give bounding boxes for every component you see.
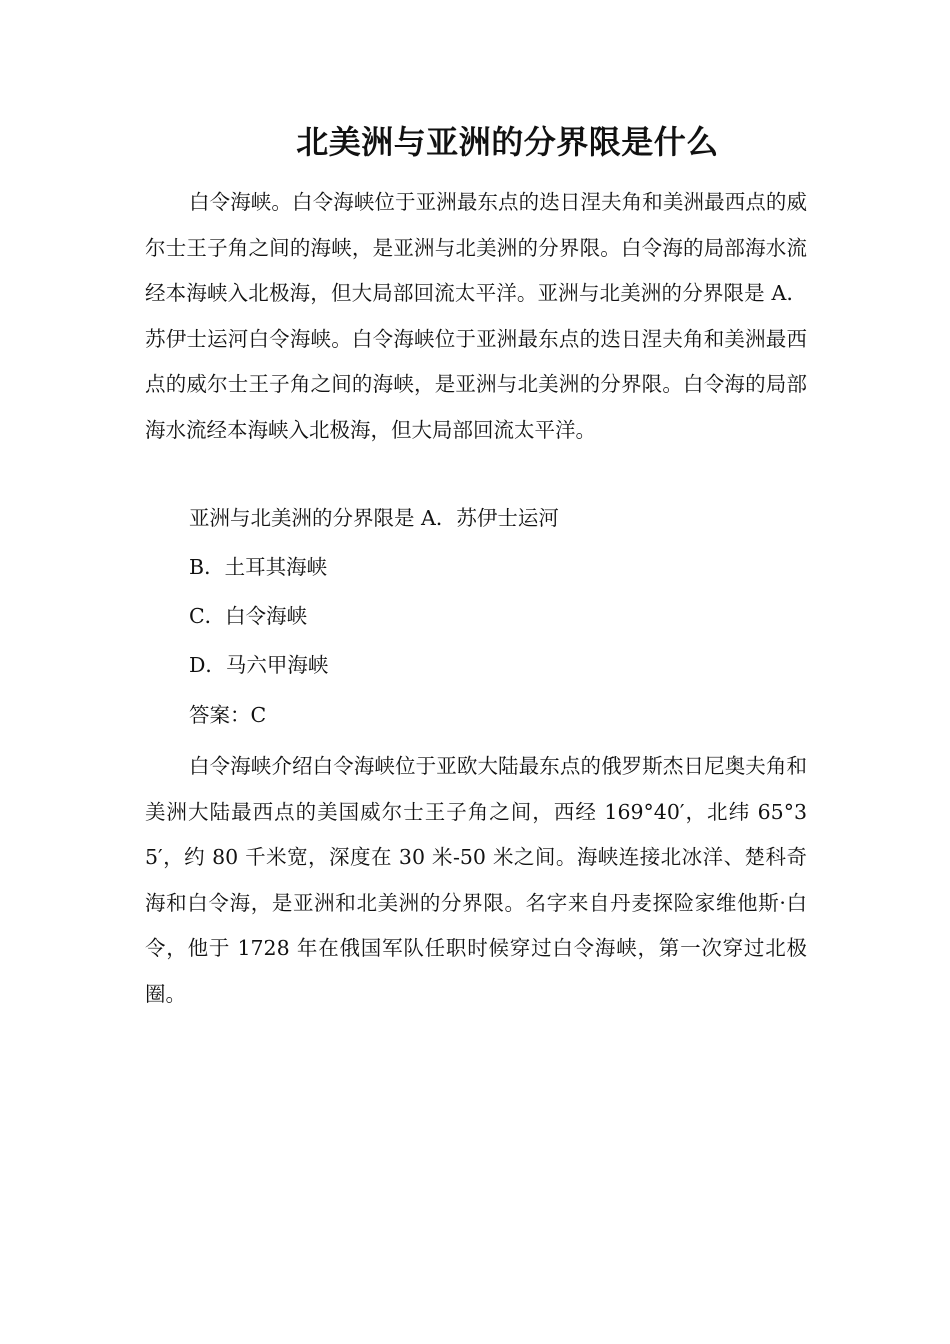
document-title: 北美洲与亚洲的分界限是什么 bbox=[296, 123, 719, 161]
option-b: B．土耳其海峡 bbox=[189, 555, 328, 579]
answer-line: 答案：C bbox=[189, 703, 267, 727]
option-c: C．白令海峡 bbox=[189, 604, 308, 628]
question-line: 亚洲与北美洲的分界限是 A．苏伊士运河 bbox=[189, 506, 559, 530]
option-d: D．马六甲海峡 bbox=[189, 653, 329, 677]
paragraph-intro: 白令海峡。白令海峡位于亚洲最东点的迭日涅夫角和美洲最西点的威尔士王子角之间的海峡，是亚洲与北美洲的分界限。白令海的局部海水流经本海峡入北极海，但大局部回流太平洋。亚洲与北美洲的分界限是 A．苏伊士运河白令海峡。白令海峡位于亚洲最东点的迭日涅夫角和美洲最西点的威尔士王子角之间的海峡，是亚洲与北美洲的分界限。白令海的局部海水流经本海峡入北极海，但大局部回流太平洋。 bbox=[145, 190, 807, 442]
paragraph-strait-intro: 白令海峡介绍白令海峡位于亚欧大陆最东点的俄罗斯杰日尼奥夫角和美洲大陆最西点的美国威尔士王子角之间，西经 169°40′，北纬 65°35′，约 80 千米宽，深度在 30 米-50 米之间。海峡连接北冰洋、楚科奇海和白令海，是亚洲和北美洲的分界限。名字来自丹麦探险家维他斯·白令，他于 1728 年在俄国军队任职时候穿过白令海峡，第一次穿过北极圈。 bbox=[145, 754, 807, 1006]
